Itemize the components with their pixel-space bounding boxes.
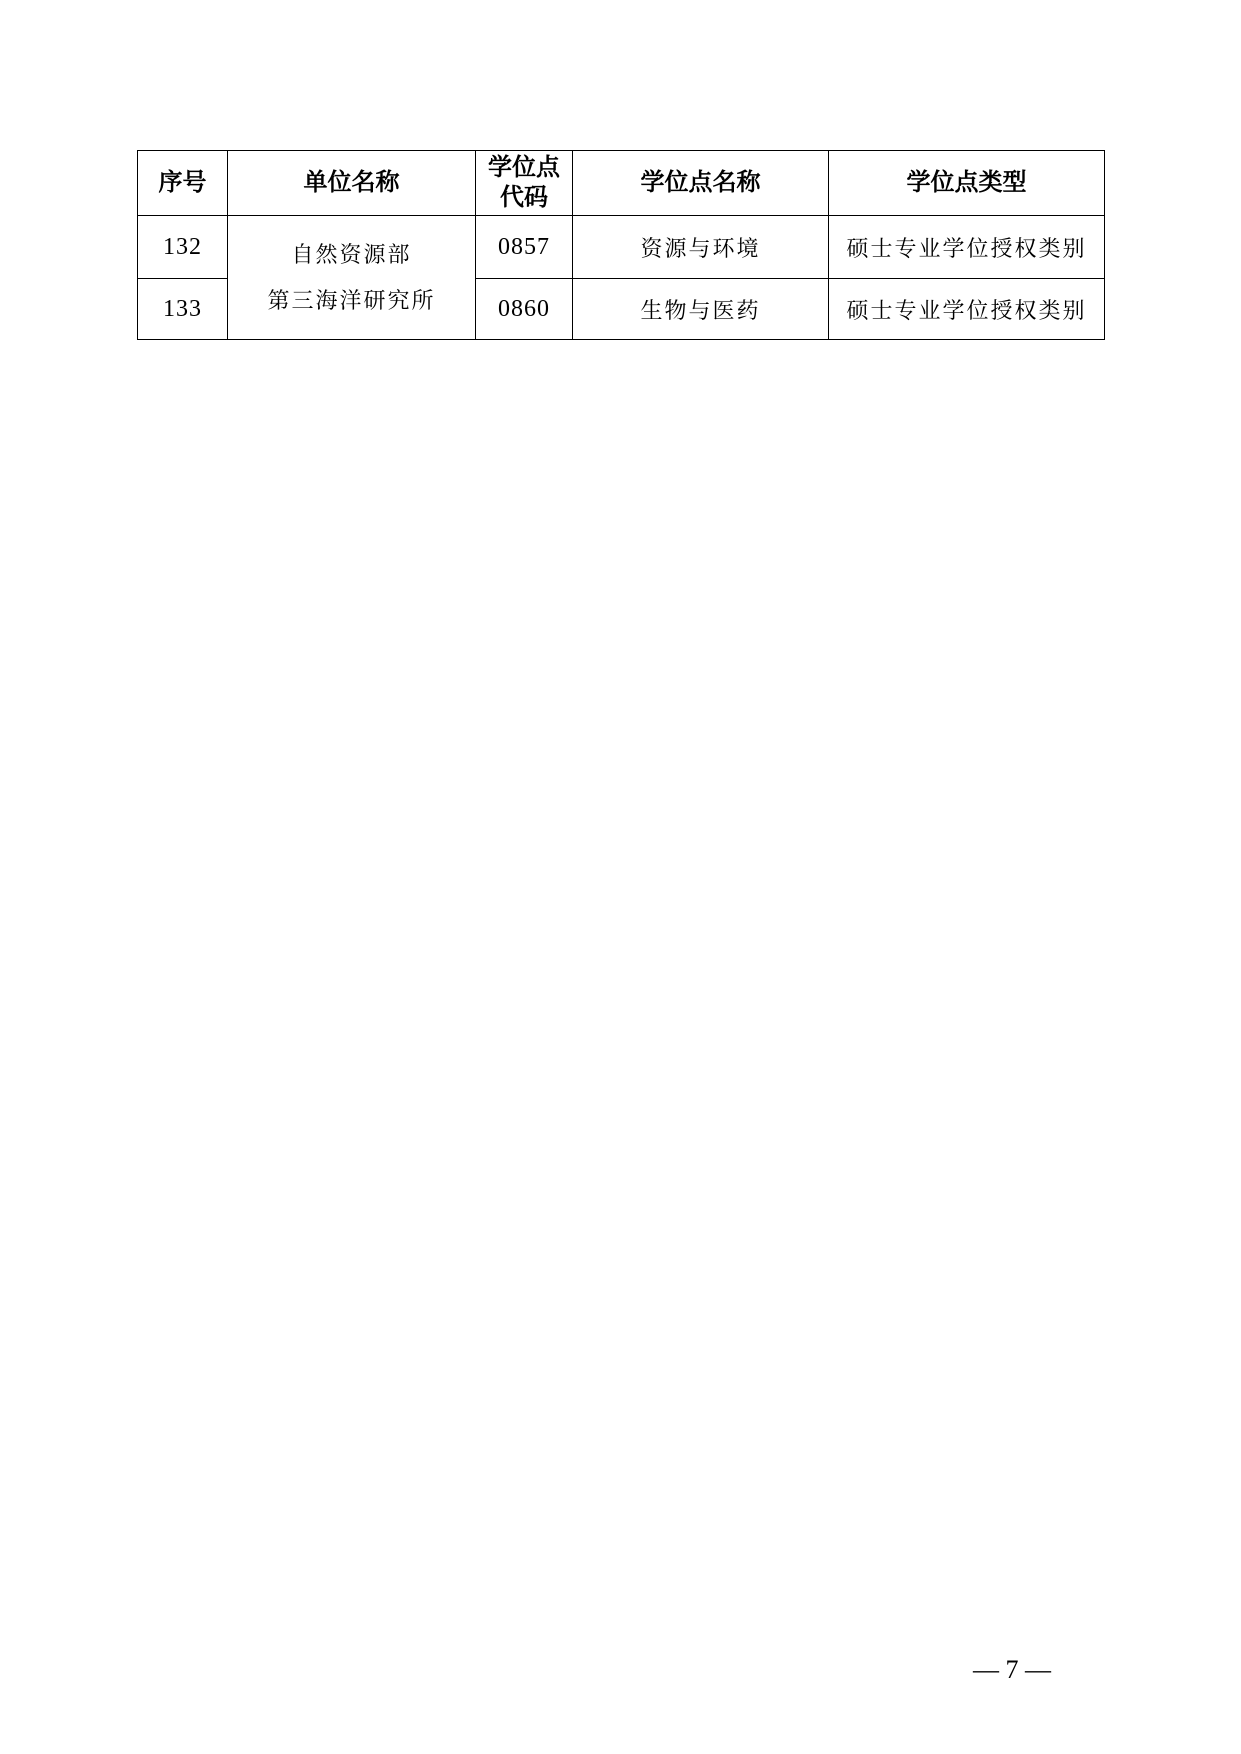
page-number: — 7 — xyxy=(973,1655,1051,1684)
cell-degree-type: 硕士专业学位授权类别 xyxy=(829,279,1105,340)
cell-degree-code: 0857 xyxy=(476,216,573,279)
cell-serial: 132 xyxy=(138,216,228,279)
col-header-unit-name: 单位名称 xyxy=(228,151,476,216)
col-header-degree-code xyxy=(476,151,573,216)
col-header-serial: 序号 xyxy=(138,151,228,216)
cell-degree-code: 0860 xyxy=(476,279,573,340)
cell-degree-name: 生物与医药 xyxy=(573,279,829,340)
cell-unit-name xyxy=(228,216,476,340)
col-header-degree-name: 学位点名称 xyxy=(573,151,829,216)
unit-name-line-2: 第三海洋研究所 xyxy=(267,287,436,313)
cell-degree-type: 硕士专业学位授权类别 xyxy=(829,216,1105,279)
cell-degree-name: 资源与环境 xyxy=(573,216,829,279)
degree-authorization-table xyxy=(137,150,1105,340)
table-row xyxy=(138,216,1105,279)
col-header-degree-code-label: 学位点代码 xyxy=(488,154,560,211)
unit-name-line-1: 自然资源部 xyxy=(291,241,412,267)
table-header-row xyxy=(138,151,1105,216)
col-header-degree-type: 学位点类型 xyxy=(829,151,1105,216)
cell-serial: 133 xyxy=(138,279,228,340)
